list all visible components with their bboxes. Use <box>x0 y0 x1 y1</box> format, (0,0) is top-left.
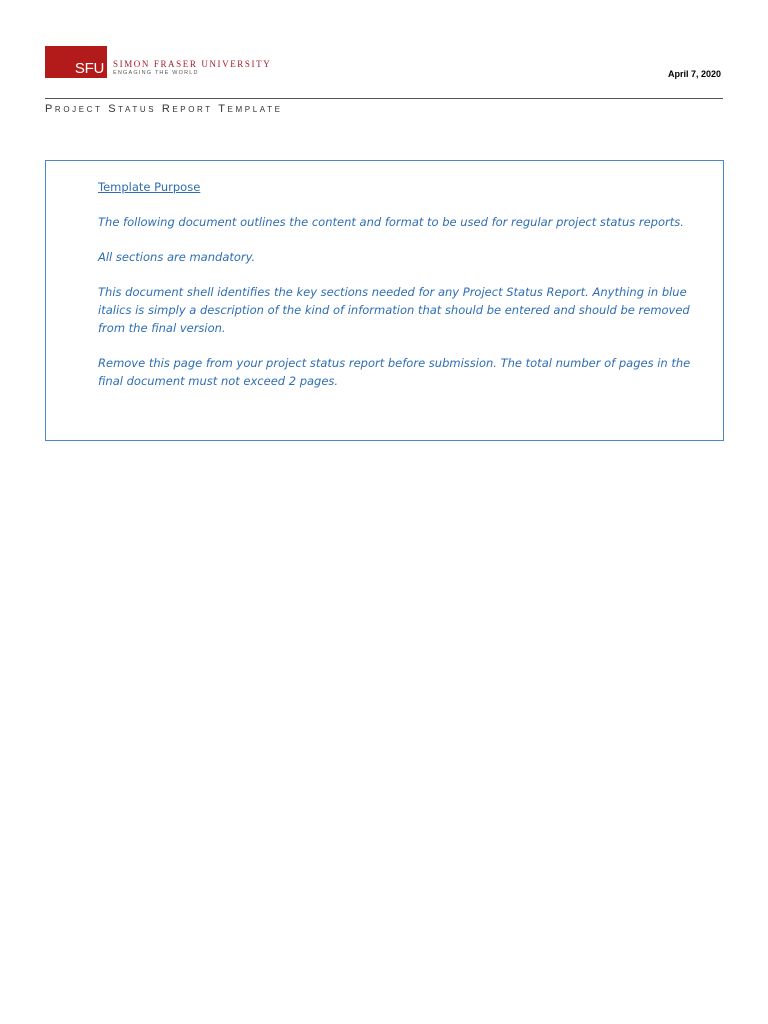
purpose-paragraph: All sections are mandatory. <box>98 250 256 264</box>
template-purpose-content <box>98 178 718 407</box>
header-divider <box>45 98 723 99</box>
purpose-paragraph: Remove this page from your project status report before submission. The total number of pages in the final document must not exceed 2 pages. <box>98 356 691 388</box>
template-purpose-heading: Template Purpose <box>98 180 201 194</box>
document-date: April 7, 2020 <box>667 69 721 79</box>
page-header <box>45 46 723 98</box>
template-purpose-box <box>45 160 724 441</box>
university-tagline: ENGAGING THE WORLD <box>113 70 199 76</box>
logo-wordmark <box>113 60 271 77</box>
sfu-logo <box>45 46 107 78</box>
university-name: SIMON FRASER UNIVERSITY <box>113 59 272 69</box>
document-title: Project Status Report Template <box>45 103 283 115</box>
logo-mark: SFU <box>74 60 104 77</box>
purpose-paragraph: This document shell identifies the key sections needed for any Project Status Report. Anything in blue italics is simply a description of the kind of information that should be entered and should be removed from the final version. <box>98 285 690 335</box>
purpose-paragraph: The following document outlines the content and format to be used for regular project status reports. <box>98 215 684 229</box>
